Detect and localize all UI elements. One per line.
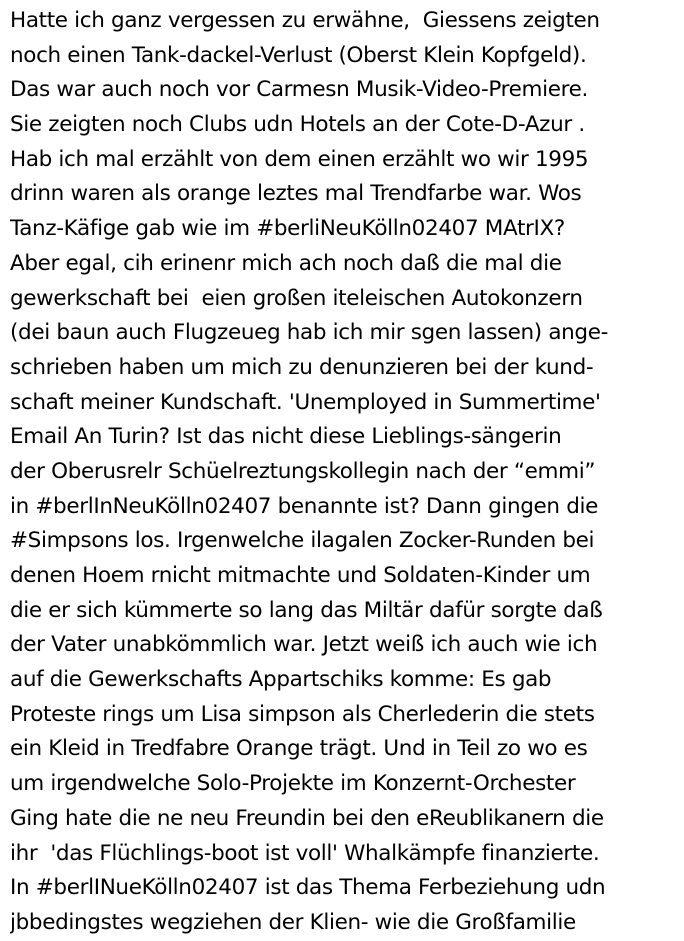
text-line: Tanz-Käfige gab wie im #berliNeuKölln02407 MAtrIX? [10, 216, 565, 242]
text-line: Email An Turin? Ist das nicht diese Lieblings-sängerin [10, 424, 562, 450]
text-line: auf die Gewerkschafts Appartschiks komme: Es gab [10, 667, 552, 693]
text-line: schrieben haben um mich zu denunzieren bei der kund- [10, 354, 594, 380]
body-text [10, 4, 682, 941]
text-line: Aber egal, cih erinenr mich ach noch daß die mal die [10, 250, 562, 276]
text-line: denen Hoem rnicht mitmachte und Soldaten-Kinder um [10, 563, 591, 588]
text-line: Das war auch noch vor Carmesn Musik-Video-Premiere. [10, 77, 588, 103]
text-line: Hab ich mal erzählt von dem einen erzählt wo wir 1995 [10, 146, 589, 172]
text-line: Hatte ich ganz vergessen zu erwähne, Giessens zeigten [10, 8, 600, 33]
text-line: um irgendwelche Solo-Projekte im Konzernt-Orchester [10, 771, 576, 797]
text-line: ein Kleid in Tredfabre Orange trägt. Und in Teil zo wo es [10, 736, 588, 762]
text-line: gewerkschaft bei eien großen iteleischen Autokonzern [10, 285, 583, 311]
text-line: der Oberusrelr Schüelreztungskollegin nach der “emmi” [10, 458, 596, 484]
text-line: der Vater unabkömmlich war. Jetzt weiß ich auch wie ich [10, 632, 598, 658]
text-line: schaft meiner Kundschaft. 'Unemployed in Summertime' [10, 389, 601, 415]
text-line: (dei baun auch Flugzeueg hab ich mir sgen lassen) ange- [10, 320, 609, 346]
text-line: Ging hate die ne neu Freundin bei den eReublikanern die [10, 805, 604, 831]
text-line: #Simpsons los. Irgenwelche ilagalen Zocker-Runden bei [10, 528, 595, 554]
text-line: Sie zeigten noch Clubs udn Hotels an der Cote-D-Azur . [10, 112, 585, 138]
text-line: drinn waren als orange leztes mal Trendfarbe war. Wos [10, 181, 582, 207]
text-line: In #berlINueKölln02407 ist das Thema Ferbeziehung udn [10, 875, 606, 901]
text-line: die er sich kümmerte so lang das Miltär dafür sorgte daß [10, 597, 603, 623]
text-line: Proteste rings um Lisa simpson als Cherlederin die stets [10, 701, 595, 727]
text-line: noch einen Tank-dackel-Verlust (Oberst Klein Kopfgeld). [10, 42, 587, 68]
text-line: in #berlInNeuKölln02407 benannte ist? Dann gingen die [10, 493, 598, 519]
text-line: ihr 'das Flüchlings-boot ist voll' Whalkämpfe finanzierte. [10, 840, 600, 866]
text-line: jbbedingstes wegziehen der Klien- wie die Großfamilie [10, 909, 576, 935]
